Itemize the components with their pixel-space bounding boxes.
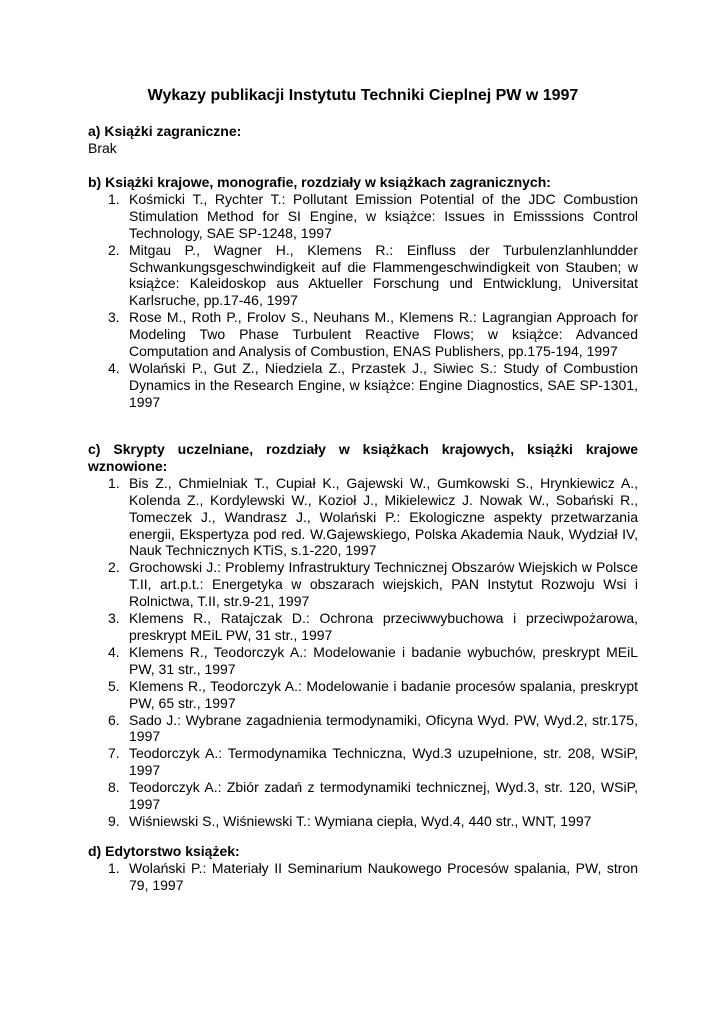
- list-item-text: Wiśniewski S., Wiśniewski T.: Wymiana ciepła, Wyd.4, 440 str., WNT, 1997: [129, 812, 592, 829]
- section-a-text: Brak: [88, 139, 117, 156]
- section-b: [88, 174, 638, 411]
- list-item-number: 5.: [108, 677, 120, 694]
- section-d-heading: d) Edytorstwo książek:: [88, 843, 240, 859]
- list-item-text: Mitgau P., Wagner H., Klemens R.: Einfluss der Turbulenzlanhlundder Schwankungsgeschwindigkeit auf die Flammengeschwindigkeit von Stauben; w książce: Kaleidoskop aus Aktueller Forschung und Entwicklung, Universitat Karlsruche, pp.17-46, 1997: [129, 241, 638, 309]
- list-item-number: 4.: [108, 359, 120, 376]
- section-d-list: [88, 860, 638, 894]
- list-item: [88, 610, 638, 644]
- list-item: [88, 813, 638, 830]
- list-item: [88, 712, 638, 746]
- list-item-number: 1.: [108, 859, 120, 876]
- list-item-number: 3.: [108, 309, 120, 326]
- list-item-number: 2.: [108, 559, 120, 576]
- list-item-number: 1.: [108, 474, 120, 491]
- list-item-number: 9.: [108, 812, 120, 829]
- list-item: [88, 644, 638, 678]
- list-item: [88, 559, 638, 610]
- list-item-number: 3.: [108, 610, 120, 627]
- list-item-number: 1.: [108, 190, 120, 207]
- section-b-heading: b) Książki krajowe, monografie, rozdziały w książkach zagranicznych:: [88, 174, 551, 190]
- section-b-list: [88, 191, 638, 411]
- document-title: Wykazy publikacji Instytutu Techniki Cieplnej PW w 1997: [147, 87, 579, 104]
- list-item: [88, 678, 638, 712]
- list-item-text: Rose M., Roth P., Frolov S., Neuhans M., Klemens R.: Lagrangian Approach for Modeling Two Phase Turbulent Reactive Flows; w książce: Advanced Computation and Analysis of Combustion, ENAS Publishers, pp.175-194, 1997: [129, 309, 638, 360]
- section-a: [88, 123, 638, 157]
- section-a-heading: a) Książki zagraniczne:: [88, 123, 242, 139]
- list-item: [88, 475, 638, 560]
- list-item-number: 6.: [108, 711, 120, 728]
- list-item-number: 4.: [108, 643, 120, 660]
- section-c-heading: c) Skrypty uczelniane, rozdziały w książkach krajowych, książki krajowe wznowione:: [88, 441, 638, 474]
- list-item-number: 2.: [108, 241, 120, 258]
- list-item-number: 7.: [108, 745, 120, 762]
- list-item: [88, 191, 638, 242]
- list-item-text: Kośmicki T., Rychter T.: Pollutant Emission Potential of the JDC Combustion Stimulation Method for SI Engine, w książce: Issues in Emisssions Control Technology, SAE SP-1248, 1997: [129, 190, 638, 241]
- list-item-text: Klemens R., Teodorczyk A.: Modelowanie i badanie wybuchów, preskrypt MEiL PW, 31 str., 1997: [129, 643, 638, 677]
- list-item: [88, 309, 638, 360]
- list-item-text: Grochowski J.: Problemy Infrastruktury Technicznej Obszarów Wiejskich w Polsce T.II, art.p.t.: Energetyka w obszarach wiejskich, PAN Instytut Rozwoju Wsi i Rolnictwa, T.II, str.9-21, 1997: [129, 559, 638, 610]
- list-item-text: Wolański P.: Materiały II Seminarium Naukowego Procesów spalania, PW, stron 79, 1997: [129, 859, 638, 893]
- list-item-text: Klemens R., Ratajczak D.: Ochrona przeciwwybuchowa i przeciwpożarowa, preskrypt MEiL PW, 31 str., 1997: [129, 610, 638, 643]
- list-item-text: Wolański P., Gut Z., Niedziela Z., Przastek J., Siwiec S.: Study of Combustion Dynamics in the Research Engine, w książce: Engine Diagnostics, SAE SP-1301, 1997: [129, 359, 638, 410]
- list-item-number: 8.: [108, 779, 120, 796]
- list-item: [88, 860, 638, 894]
- list-item-text: Bis Z., Chmielniak T., Cupiał K., Gajewski W., Gumkowski S., Hrynkiewicz A., Kolenda Z., Kordylewski W., Kozioł J., Mikielewicz J. Nowak W., Sobański R., Tomeczek J., Wandrasz J., Wolański P.: Ekologiczne aspekty przetwarzania energii, Ekspertyza pod red. W.Gajewskiego, Polska Akademia Nauk, Wydział IV, Nauk Technicznych KTiS, s.1-220, 1997: [129, 474, 638, 559]
- list-item-text: Sado J.: Wybrane zagadnienia termodynamiki, Oficyna Wyd. PW, Wyd.2, str.175, 1997: [129, 711, 638, 745]
- section-d: [88, 843, 638, 894]
- list-item: [88, 745, 638, 779]
- section-c: [88, 441, 638, 830]
- list-item-text: Teodorczyk A.: Termodynamika Techniczna, Wyd.3 uzupełnione, str. 208, WSiP, 1997: [129, 745, 638, 779]
- section-c-list: [88, 475, 638, 830]
- list-item: [88, 360, 638, 411]
- list-item-text: Klemens R., Teodorczyk A.: Modelowanie i badanie procesów spalania, preskrypt PW, 65 str., 1997: [129, 677, 638, 711]
- list-item: [88, 779, 638, 813]
- list-item: [88, 242, 638, 310]
- list-item-text: Teodorczyk A.: Zbiór zadań z termodynamiki technicznej, Wyd.3, str. 120, WSiP, 1997: [129, 779, 638, 813]
